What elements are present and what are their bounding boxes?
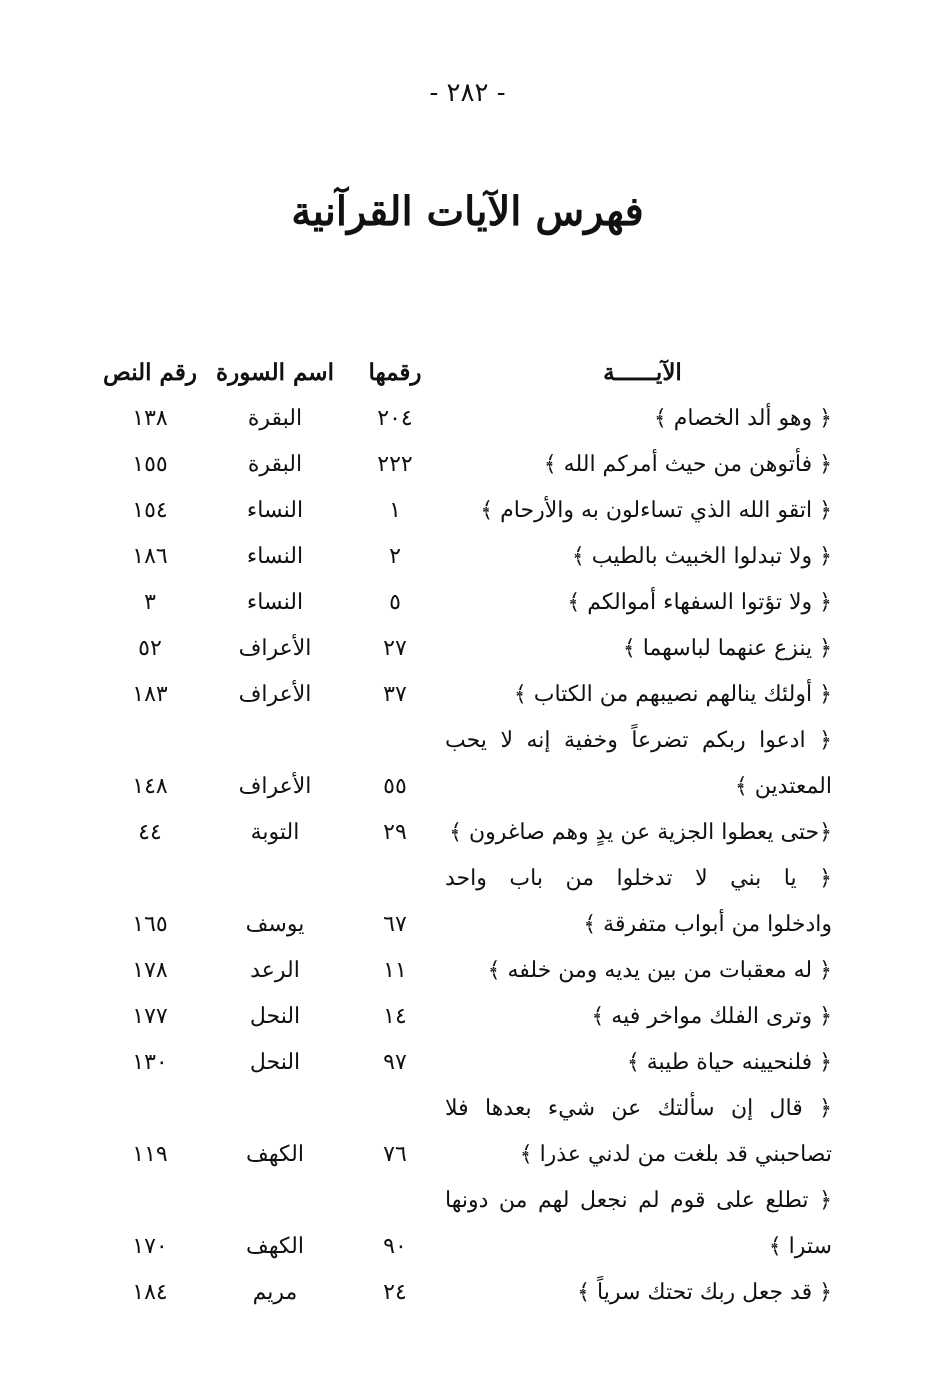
- verse-line: ﴿ له معقبات من بين يديه ومن خلفه ﴾: [487, 958, 832, 983]
- verse-number-cell: ٧٦: [383, 1142, 407, 1167]
- verse-cell: [445, 488, 840, 534]
- surah-name-cell: الكهف: [246, 1142, 304, 1167]
- verse-cell: [445, 856, 840, 948]
- verse-line: ﴿ أولئك ينالهم نصيبهم من الكتاب ﴾: [513, 682, 832, 707]
- surah-name-cell: الأعراف: [238, 682, 312, 707]
- text-number-cell: ١٤٨: [132, 774, 168, 799]
- surah-name-cell: البقرة: [247, 406, 303, 431]
- verse-line: ﴿ ادعوا ربكم تضرعاً وخفية إنه لا يحب: [445, 728, 832, 753]
- verse-number-cell: ١٤: [383, 1004, 407, 1029]
- verse-number-cell: ٢: [389, 544, 401, 569]
- surah-name-cell: النساء: [246, 544, 304, 569]
- verse-line: ﴿ اتقو الله الذي تساءلون به والأرحام ﴾: [480, 498, 832, 523]
- surah-name-cell: الكهف: [246, 1234, 304, 1259]
- verse-line: ﴿ ولا تبدلوا الخبيث بالطيب ﴾: [571, 544, 832, 569]
- table-row: [95, 856, 840, 948]
- table-row: [95, 994, 840, 1040]
- verse-line: ﴿ يا بني لا تدخلوا من باب واحد: [445, 866, 832, 891]
- surah-name-cell: الأعراف: [238, 636, 312, 661]
- table-row: [95, 488, 840, 534]
- page-title: فهرس الآيات القرآنية: [291, 188, 644, 235]
- verse-cell: [445, 1270, 840, 1316]
- table-row: [95, 396, 840, 442]
- header-surah: اسم السورة: [216, 359, 334, 386]
- verse-cell: [445, 534, 840, 580]
- verse-cell: [445, 1040, 840, 1086]
- table-row: [95, 810, 840, 856]
- verse-line: ﴿ ينزع عنهما لباسهما ﴾: [622, 636, 832, 661]
- verse-line: ﴿ وهو ألد الخصام ﴾: [653, 406, 832, 431]
- text-number-cell: ٥٢: [138, 636, 162, 661]
- verse-number-cell: ٩٧: [383, 1050, 407, 1075]
- verse-line: وادخلوا من أبواب متفرقة ﴾: [583, 912, 832, 937]
- verse-number-cell: ٥٥: [383, 774, 407, 799]
- table-body: [95, 396, 840, 1316]
- verse-cell: [445, 718, 840, 810]
- verse-line: المعتدين ﴾: [734, 774, 832, 799]
- table-row: [95, 672, 840, 718]
- table-header-row: [95, 350, 840, 396]
- table-row: [95, 948, 840, 994]
- table-row: [95, 1086, 840, 1178]
- verse-number-cell: ٢٤: [383, 1280, 407, 1305]
- verse-cell: [445, 672, 840, 718]
- header-text-number: رقم النص: [103, 359, 197, 386]
- surah-name-cell: النساء: [246, 590, 304, 615]
- header-number: رقمها: [368, 359, 422, 386]
- verse-number-cell: ٢٠٤: [377, 406, 413, 431]
- text-number-cell: ١١٩: [132, 1142, 168, 1167]
- verse-line: ﴿حتى يعطوا الجزية عن يدٍ وهم صاغرون ﴾: [449, 820, 832, 845]
- verse-cell: [445, 396, 840, 442]
- text-number-cell: ١٧٠: [132, 1234, 168, 1259]
- surah-name-cell: النحل: [249, 1050, 301, 1075]
- table-row: [95, 580, 840, 626]
- surah-name-cell: التوبة: [250, 820, 300, 845]
- verse-line: ﴿ فأتوهن من حيث أمركم الله ﴾: [543, 452, 832, 477]
- table-row: [95, 626, 840, 672]
- verse-number-cell: ١: [389, 498, 401, 523]
- verse-cell: [445, 442, 840, 488]
- surah-name-cell: يوسف: [245, 912, 305, 937]
- table-row: [95, 1040, 840, 1086]
- table-row: [95, 534, 840, 580]
- verse-cell: [445, 994, 840, 1040]
- verse-line: ﴿ قال إن سألتك عن شيء بعدها فلا: [445, 1096, 832, 1121]
- verse-cell: [445, 948, 840, 994]
- verse-line: تصاحبني قد بلغت من لدني عذرا ﴾: [519, 1142, 832, 1167]
- table-row: [95, 718, 840, 810]
- text-number-cell: ١٨٦: [132, 544, 168, 569]
- surah-name-cell: الأعراف: [238, 774, 312, 799]
- surah-name-cell: مريم: [252, 1280, 298, 1305]
- verse-line: ﴿ تطلع على قوم لم نجعل لهم من دونها: [445, 1188, 832, 1213]
- verse-line: ﴿ فلنحيينه حياة طيبة ﴾: [626, 1050, 832, 1075]
- verse-number-cell: ٦٧: [383, 912, 407, 937]
- verse-number-cell: ٢٩: [383, 820, 407, 845]
- table-row: [95, 1178, 840, 1270]
- verse-cell: [445, 1086, 840, 1178]
- verse-number-cell: ٩٠: [383, 1234, 407, 1259]
- text-number-cell: ١٨٤: [132, 1280, 168, 1305]
- table-row: [95, 442, 840, 488]
- surah-name-cell: النحل: [249, 1004, 301, 1029]
- text-number-cell: ١٦٥: [132, 912, 168, 937]
- verse-index-table: [95, 350, 840, 1316]
- text-number-cell: ١٧٧: [132, 1004, 168, 1029]
- header-verse: الآيــــــة: [603, 359, 682, 386]
- verse-number-cell: ١١: [383, 958, 407, 983]
- verse-cell: [445, 580, 840, 626]
- verse-line: سترا ﴾: [768, 1234, 832, 1259]
- text-number-cell: ١٥٤: [132, 498, 168, 523]
- page-number: - ٢٨٢ -: [429, 78, 506, 108]
- text-number-cell: ١٥٥: [132, 452, 168, 477]
- verse-line: ﴿ وترى الفلك مواخر فيه ﴾: [591, 1004, 832, 1029]
- surah-name-cell: البقرة: [247, 452, 303, 477]
- verse-line: ﴿ ولا تؤتوا السفهاء أموالكم ﴾: [567, 590, 832, 615]
- table-row: [95, 1270, 840, 1316]
- verse-number-cell: ٣٧: [383, 682, 407, 707]
- text-number-cell: ٤٤: [138, 820, 162, 845]
- verse-number-cell: ٢٢٢: [377, 452, 413, 477]
- verse-number-cell: ٢٧: [383, 636, 407, 661]
- verse-cell: [445, 810, 840, 856]
- text-number-cell: ٣: [144, 590, 156, 615]
- text-number-cell: ١٨٣: [132, 682, 168, 707]
- verse-cell: [445, 1178, 840, 1270]
- verse-number-cell: ٥: [389, 590, 401, 615]
- verse-line: ﴿ قد جعل ربك تحتك سرياً ﴾: [577, 1280, 832, 1305]
- text-number-cell: ١٣٠: [132, 1050, 168, 1075]
- verse-cell: [445, 626, 840, 672]
- surah-name-cell: النساء: [246, 498, 304, 523]
- surah-name-cell: الرعد: [250, 958, 300, 983]
- text-number-cell: ١٣٨: [132, 406, 168, 431]
- text-number-cell: ١٧٨: [132, 958, 168, 983]
